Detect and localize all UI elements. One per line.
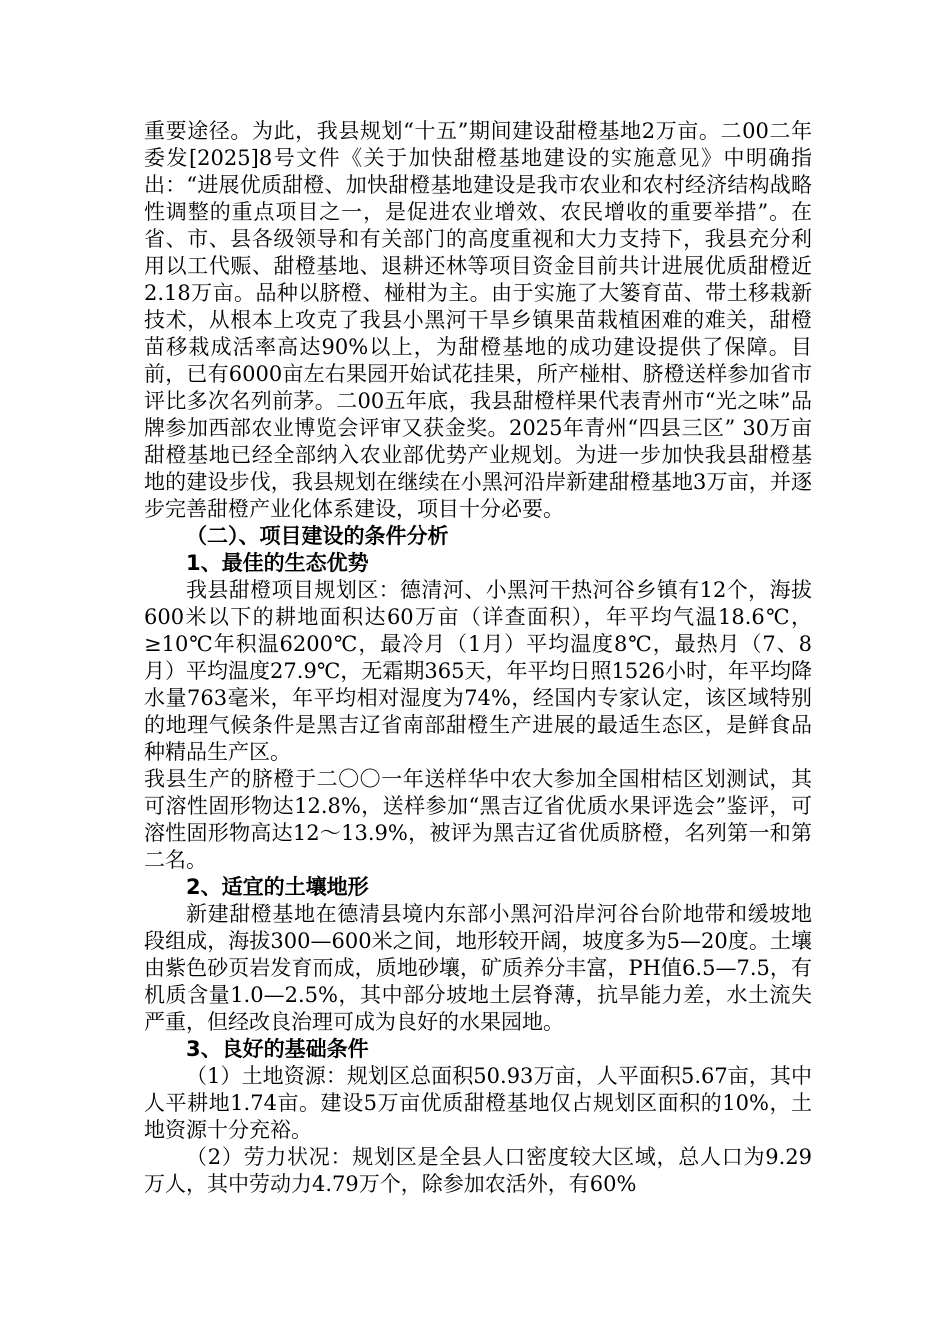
paragraph-intro-continued: 重要途径。为此，我县规划“十五”期间建设甜橙基地2万亩。二00二年 委发[2025]8号文件《关于加快甜橙基地建设的实施意见》中明确指出：“进展优质甜橙、加快甜橙基地建设是我市农业和农村经济结构战略性调整的重点项目之一，是促进农业增效、农民增收的重要举措”。在省、市、县各级领导和有关部门的高度重视和大力支持下，我县充分利用以工代赈、甜橙基地、退耕还林等项目资金目前共计进展优质甜橙近2.18万亩。品种以脐橙、椪柑为主。由于实施了大篓育苗、带土移栽新技术，从根本上攻克了我县小黑河干旱乡镇果苗栽植困难的难关，甜橙苗移栽成活率高达90%以上，为甜橙基地的成功建设提供了保障。目前，已有6000亩左右果园开始试花挂果，所产椪柑、脐橙送样参加省市评比多次名列前茅。二00五年底，我县甜橙样果代表青州市“光之味”品牌参加西部农业博览会评审又获金奖。2025年青州“四县三区” 30万亩甜橙基地已经全部纳入农业部优势产业规划。为进一步加快我县甜橙基地的建设步伐，我县规划在继续在小黑河沿岸新建甜橙基地3万亩，并逐步完善甜橙产业化体系建设，项目十分必要。	[144, 119, 854, 521]
paragraph-land-resources: （1）土地资源：规划区总面积50.93万亩，人平面积5.67亩，其中人平耕地1.74亩。建设5万亩优质甜橙基地仅占规划区面积的10%，土地资源十分充裕。	[144, 1064, 812, 1142]
paragraph-soil: 新建甜橙基地在德清县境内东部小黑河沿岸河谷台阶地带和缓坡地段组成，海拔300—600米之间，地形较开阔，坡度多为5—20度。土壤由紫色砂页岩发育而成，质地砂壤，矿质养分丰富，PH值6.5—7.5，有机质含量1.0—2.5%，其中部分坡地土层脊薄，抗旱能力差，水土流失严重，但经改良治理可成为良好的水果园地。	[144, 902, 812, 1034]
paragraph-labor: （2）劳力状况：规划区是全县人口密度较大区域，总人口为9.29万人，其中劳动力4.79万个，除参加农活外，有60%	[144, 1145, 812, 1196]
subheading-foundation: 3、良好的基础条件	[186, 1037, 369, 1061]
paragraph-climate: 我县甜橙项目规划区：德清河、小黑河干热河谷乡镇有12个，海拔600米以下的耕地面积达60万亩（详查面积），年平均气温18.6℃，≥10℃年积温6200℃，最冷月（1月）平均温度8℃，最热月（7、8月）平均温度27.9℃，无霜期365天，年平均日照1526小时，年平均降水量763毫米，年平均相对湿度为74%，经国内专家认定，该区域特别的地理气候条件是黑吉辽省南部甜橙生产进展的最适生态区，是鲜食品种精品生产区。	[144, 578, 812, 764]
paragraph-quality-test: 我县生产的脐橙于二〇〇一年送样华中农大参加全国柑桔区划测试，其可溶性固形物达12.8%，送样参加“黑吉辽省优质水果评选会”鉴评，可溶性固形物高达12～13.9%，被评为黑吉辽省优质脐橙，名列第一和第二名。	[144, 767, 812, 872]
subheading-ecology: 1、最佳的生态优势	[186, 551, 369, 575]
subheading-soil: 2、适宜的土壤地形	[186, 875, 369, 899]
document-page	[144, 118, 854, 1198]
section-heading-conditions: （二）、项目建设的条件分析	[186, 524, 449, 548]
